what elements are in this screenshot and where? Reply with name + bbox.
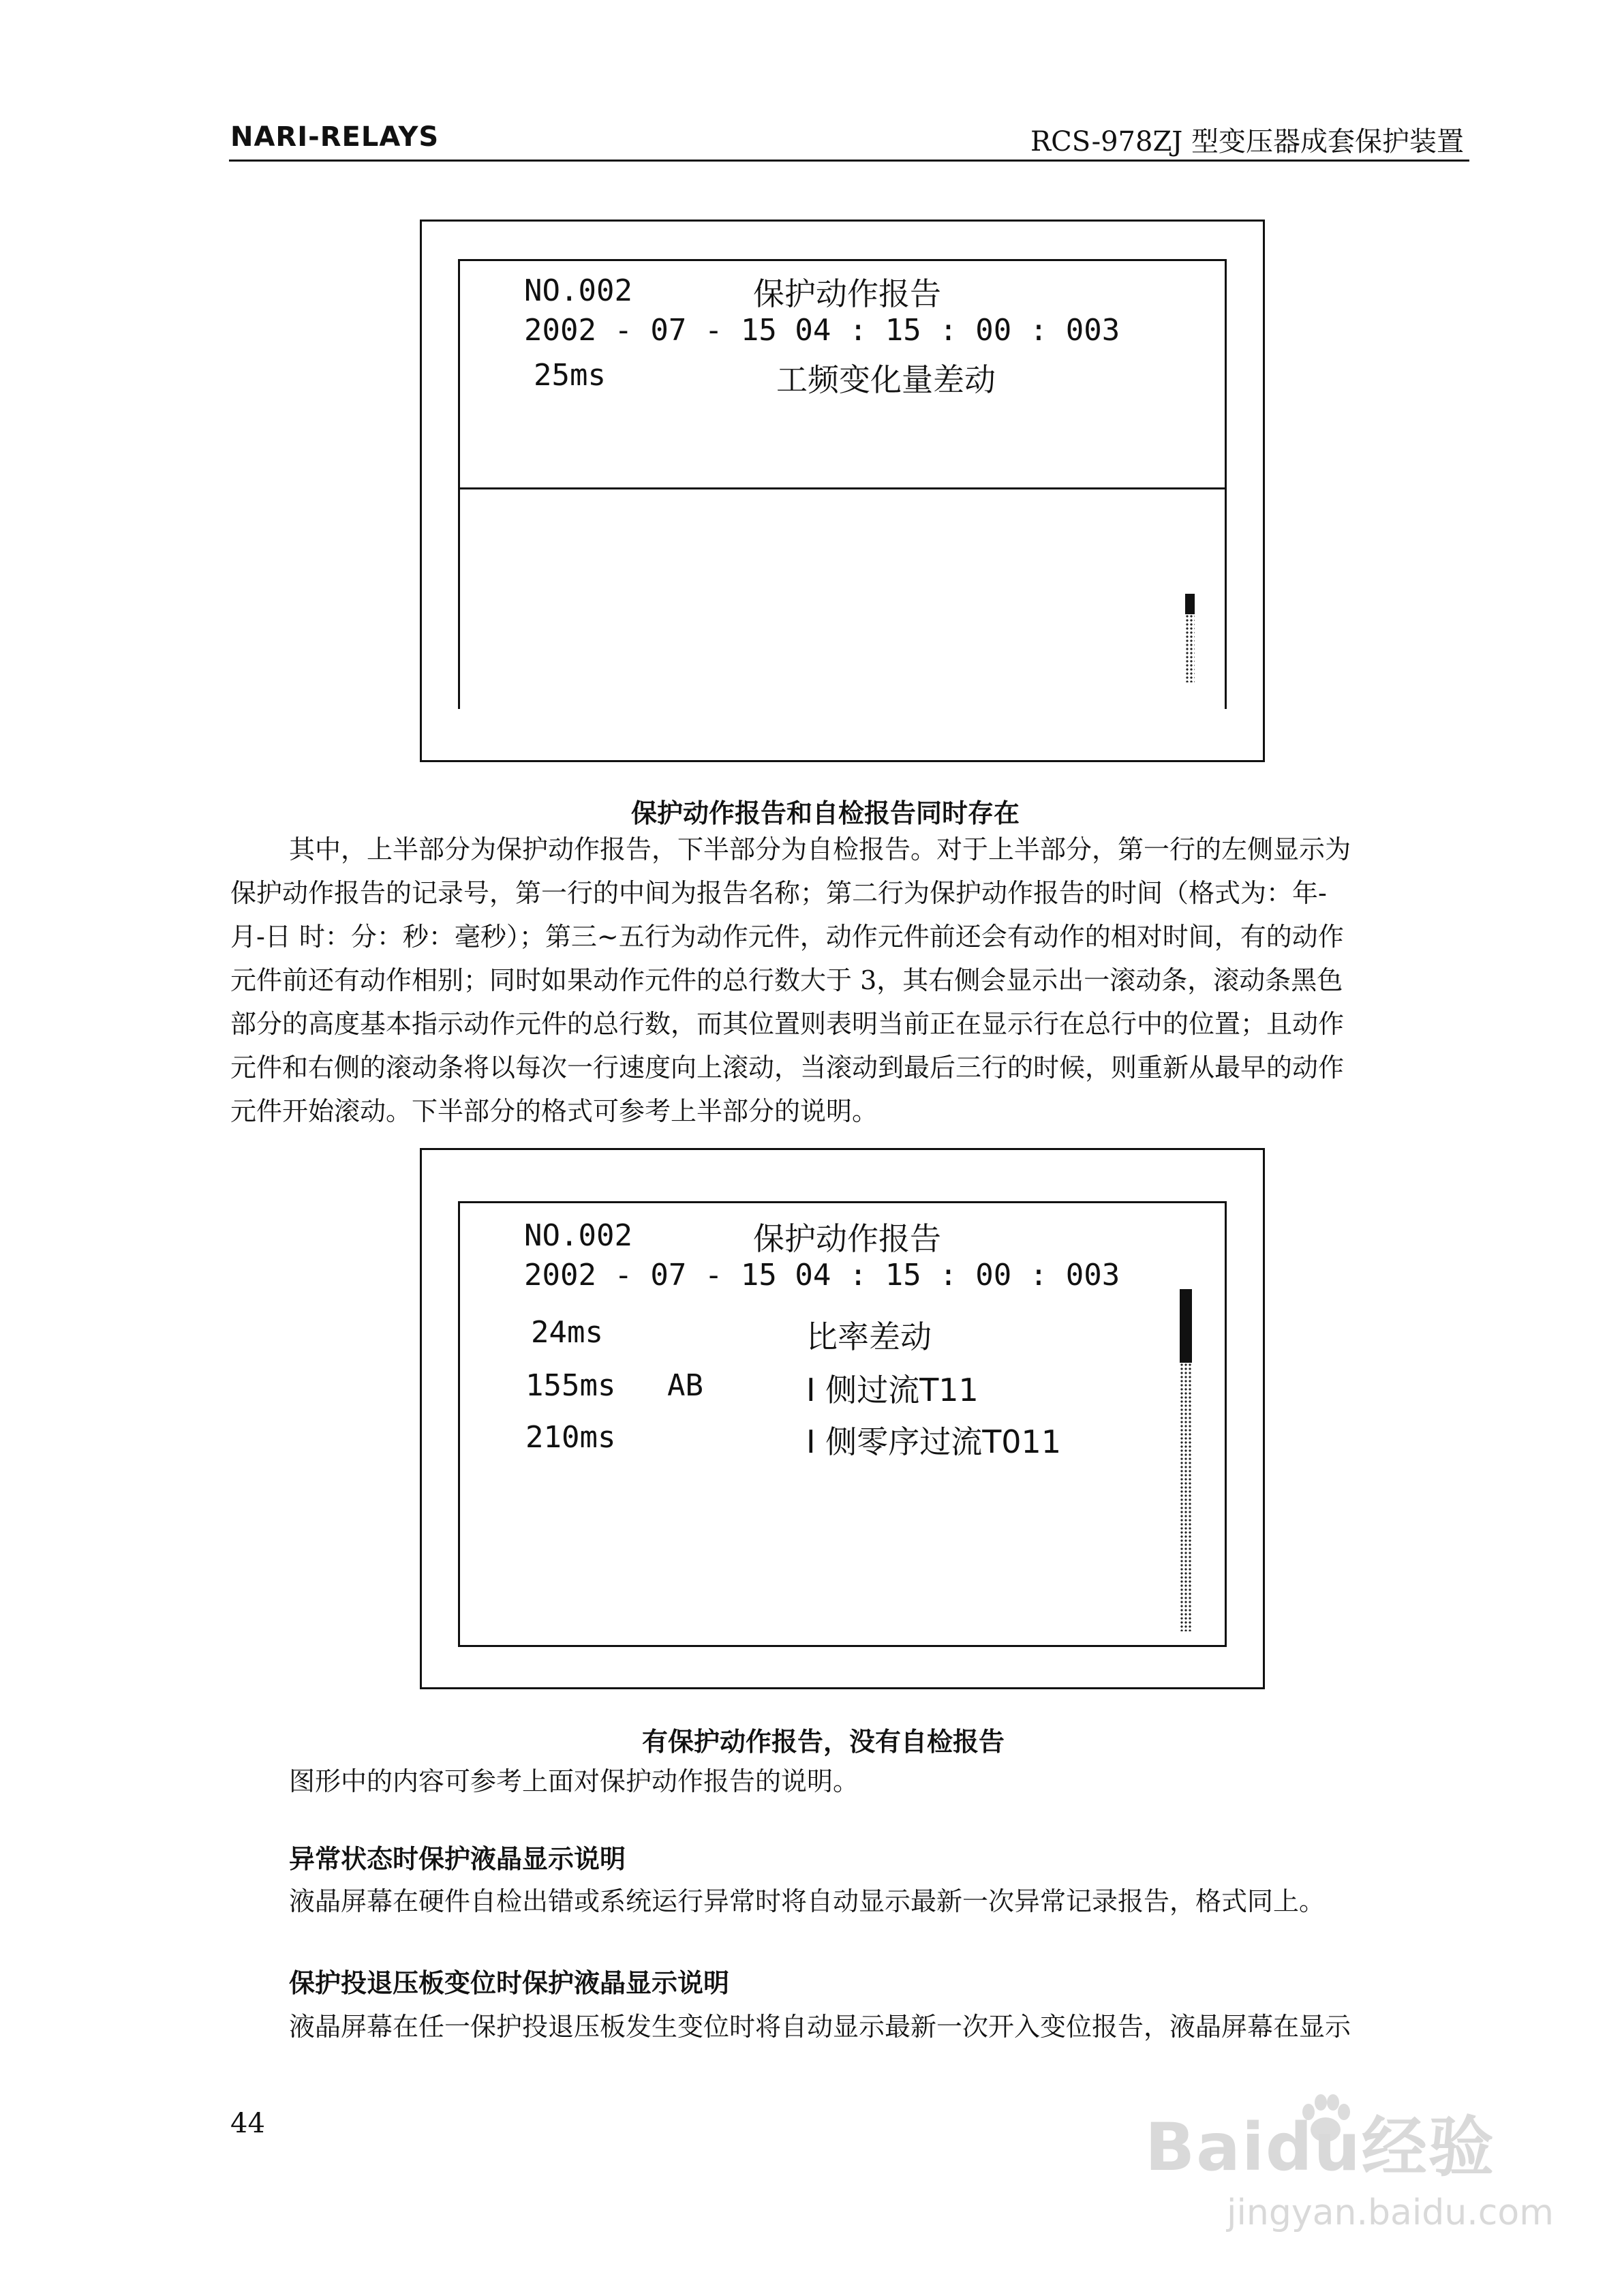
paragraph1-line: 月-日 时：分：秒：毫秒）；第三~五行为动作元件，动作元件前还会有动作的相对时间，有的动作 <box>230 922 1344 952</box>
figure1-scrollbar-thumb <box>1185 594 1195 614</box>
figure2-row-time: 155ms <box>525 1368 616 1403</box>
figure2-report-name: 保护动作报告 <box>753 1220 941 1257</box>
figure1-row-element: 工频变化量差动 <box>776 361 996 398</box>
paragraph1-line: 元件和右侧的滚动条将以每次一行速度向上滚动，当滚动到最后三行的时候，则重新从最早的动作 <box>230 1053 1345 1083</box>
figure1-report-name: 保护动作报告 <box>753 275 941 312</box>
figure1-lcd <box>458 259 1227 709</box>
paragraph1-line: 保护动作报告的记录号，第一行的中间为报告名称；第二行为保护动作报告的时间（格式为：年- <box>230 878 1327 908</box>
paragraph1-line: 元件开始滚动。下半部分的格式可参考上半部分的说明。 <box>230 1096 878 1126</box>
section2-title: 保护投退压板变位时保护液晶显示说明 <box>289 1968 730 1998</box>
header-brand: NARI-RELAYS <box>230 121 440 153</box>
section2-body: 液晶屏幕在任一保护投退压板发生变位时将自动显示最新一次开入变位报告，液晶屏幕在显示 <box>289 2012 1351 2042</box>
figure1-report-no: NO.002 <box>524 273 632 308</box>
figure2-row-time: 210ms <box>525 1420 616 1455</box>
figure2-lcd <box>458 1201 1227 1647</box>
figure2-row-element: 比率差动 <box>806 1318 932 1355</box>
paragraph1 <box>230 828 1351 1133</box>
figure2-row-element: I 侧零序过流T011 <box>806 1423 1062 1460</box>
section1-title: 异常状态时保护液晶显示说明 <box>289 1844 626 1874</box>
figure2-note: 图形中的内容可参考上面对保护动作报告的说明。 <box>289 1766 859 1796</box>
header-rule <box>229 160 1469 162</box>
figure2-row-time: 24ms <box>531 1315 603 1350</box>
section1-body: 液晶屏幕在硬件自检出错或系统运行异常时将自动显示最新一次异常记录报告，格式同上。 <box>289 1886 1326 1916</box>
paragraph1-line: 部分的高度基本指示动作元件的总行数，而其位置则表明当前正在显示行在总行中的位置；且动作 <box>230 1009 1345 1039</box>
watermark <box>1138 2079 1561 2256</box>
figure2-timestamp: 2002 - 07 - 15 04 : 15 : 00 : 003 <box>524 1258 1120 1293</box>
figure2-row-element: I 侧过流T11 <box>806 1372 979 1408</box>
figure2-scrollbar-track <box>1180 1363 1192 1631</box>
figure1-caption: 保护动作报告和自检报告同时存在 <box>631 798 1020 828</box>
figure1-lcd-divider <box>460 487 1225 489</box>
figure1-scrollbar-track <box>1185 614 1195 682</box>
figure1-timestamp: 2002 - 07 - 15 04 : 15 : 00 : 003 <box>524 313 1120 348</box>
figure2-scrollbar-thumb <box>1180 1289 1192 1363</box>
header-title: RCS-978ZJ 型变压器成套保护装置 <box>1030 126 1464 157</box>
figure2-report-no: NO.002 <box>524 1218 632 1253</box>
paragraph1-line: 元件前还有动作相别；同时如果动作元件的总行数大于 3，其右侧会显示出一滚动条，滚动条黑色 <box>230 965 1343 995</box>
watermark-brand: Baidu经验 <box>1145 2109 1495 2186</box>
paragraph1-line: 其中，上半部分为保护动作报告，下半部分为自检报告。对于上半部分，第一行的左侧显示为 <box>289 834 1351 864</box>
figure2-caption: 有保护动作报告，没有自检报告 <box>642 1727 1005 1757</box>
page-number: 44 <box>230 2108 265 2139</box>
figure1-row-time: 25ms <box>534 358 606 393</box>
figure2-row-phase: AB <box>667 1368 703 1403</box>
watermark-url: jingyan.baidu.com <box>1227 2192 1554 2233</box>
